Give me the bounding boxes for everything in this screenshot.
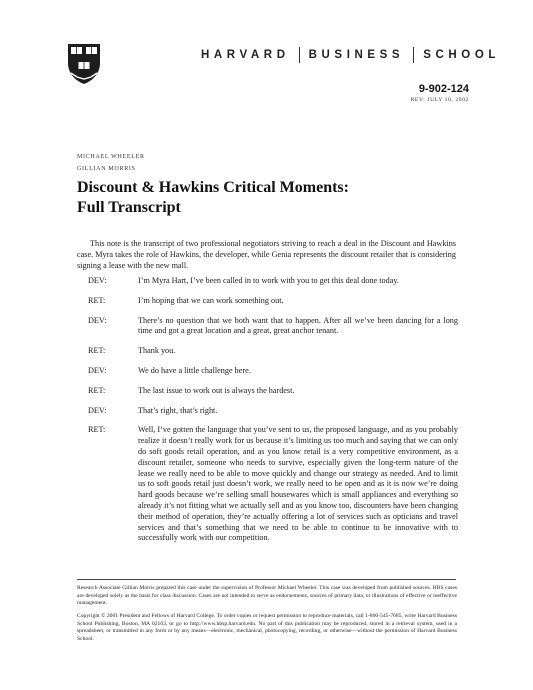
speaker-label: RET: <box>88 425 106 435</box>
intro-paragraph: This note is the transcript of two professional negotiators striving to reach a deal in the Discount and Hawkins case. Myra takes the role of Hawkins, the developer, while Genia represents the discount retailer that is considering signing a lease with the new mall. <box>77 239 456 270</box>
speech-text: There’s no question that we both want that to happen. After all we’ve been dancing for a long time and got a great location and a great, great anchor tenant. <box>138 315 458 336</box>
transcript-turn <box>88 276 458 287</box>
author-name: GILLIAN MORRIS <box>77 166 136 172</box>
speaker-label: RET: <box>88 295 106 305</box>
document-title <box>77 178 349 218</box>
transcript-turn <box>88 406 458 417</box>
footnote-divider <box>77 579 456 580</box>
footnote-copyright: Copyright © 2001 President and Fellows of Harvard College. To order copies or request permission to reproduce materials, call 1-800-545-7685, write Harvard Business School Publishing, Boston, MA 02163, or go to http://www.hbsp.harvard.edu. No part of this publication may be reproduced, stored in a retrieval system, used in a spreadsheet, or transmitted in any form or by any means—electronic, mechanical, photocopying, recording, or otherwise—without the permission of Harvard Business School. <box>77 613 457 642</box>
transcript-turn <box>88 296 458 307</box>
speaker-label: DEV: <box>88 405 107 415</box>
institution-word-harvard: HARVARD <box>200 49 290 61</box>
speaker-label: RET: <box>88 346 106 356</box>
speech-text: Well, I’ve gotten the language that you’ve sent to us, the proposed language, and as you probably realize it doesn’t really work for us because it’s limiting us too much and saying that we can only do soft goods retail operation, and as you know retail is a very competitive environment, as a discount retailer, someone who needs to survive, especially given the long-term nature of the lease we really need to be able to move quickly and change our strategy as needed. And to limit us to soft goods retail just doesn’t work, we really need to be open and as it is now we’re doing hard goods because we’re selling small housewares which is small appliances and everything so already it’s not fitting what we actually sell and as you know too, discounters have been changing their method of operation, they’re actually offering a lot of services such as opticians and travel services and that’s something that we need to be able to continue to be innovative with to successfully work with our competition. <box>138 425 458 543</box>
title-line: Full Transcript <box>77 199 181 216</box>
speech-text: I’m Myra Hart, I’ve been called in to work with you to get this deal done today. <box>138 276 399 285</box>
transcript <box>88 276 458 553</box>
speech-text: We do have a little challenge here. <box>138 365 251 375</box>
author-name: MICHAEL WHEELER <box>77 154 145 160</box>
case-number: 9-902-124 <box>418 83 469 95</box>
footnote-attribution: Research Associate Gillian Morris prepared this case under the supervision of Professor Michael Wheeler. This case was developed from published sources. HBS cases are developed solely as the basis for class discussion. Cases are not intended to serve as endorsements, sources of primary data, or illustrations of effective or ineffective management. <box>77 585 457 607</box>
institution-word-school: SCHOOL <box>423 49 500 61</box>
speaker-label: DEV: <box>88 315 107 325</box>
speaker-label: DEV: <box>88 276 107 285</box>
speaker-label: RET: <box>88 385 106 395</box>
transcript-turn <box>88 425 458 544</box>
transcript-turn <box>88 366 458 377</box>
speaker-label: DEV: <box>88 365 107 375</box>
speech-text: The last issue to work out is always the hardest. <box>138 385 295 395</box>
institution-name <box>160 46 500 64</box>
header-divider <box>413 47 414 63</box>
revision-date: REV: JULY 10, 2002 <box>410 97 469 103</box>
speech-text: That’s right, that’s right. <box>138 405 218 415</box>
speech-text: Thank you. <box>138 346 176 356</box>
author-list <box>77 151 145 175</box>
header-divider <box>299 47 300 63</box>
institution-word-business: BUSINESS <box>308 49 405 61</box>
transcript-turn <box>88 386 458 397</box>
speech-text: I’m hoping that we can work something out. <box>138 295 284 305</box>
transcript-turn <box>88 346 458 357</box>
title-line: Discount & Hawkins Critical Moments: <box>77 179 349 196</box>
harvard-shield-logo <box>67 43 101 85</box>
transcript-turn <box>88 316 458 338</box>
